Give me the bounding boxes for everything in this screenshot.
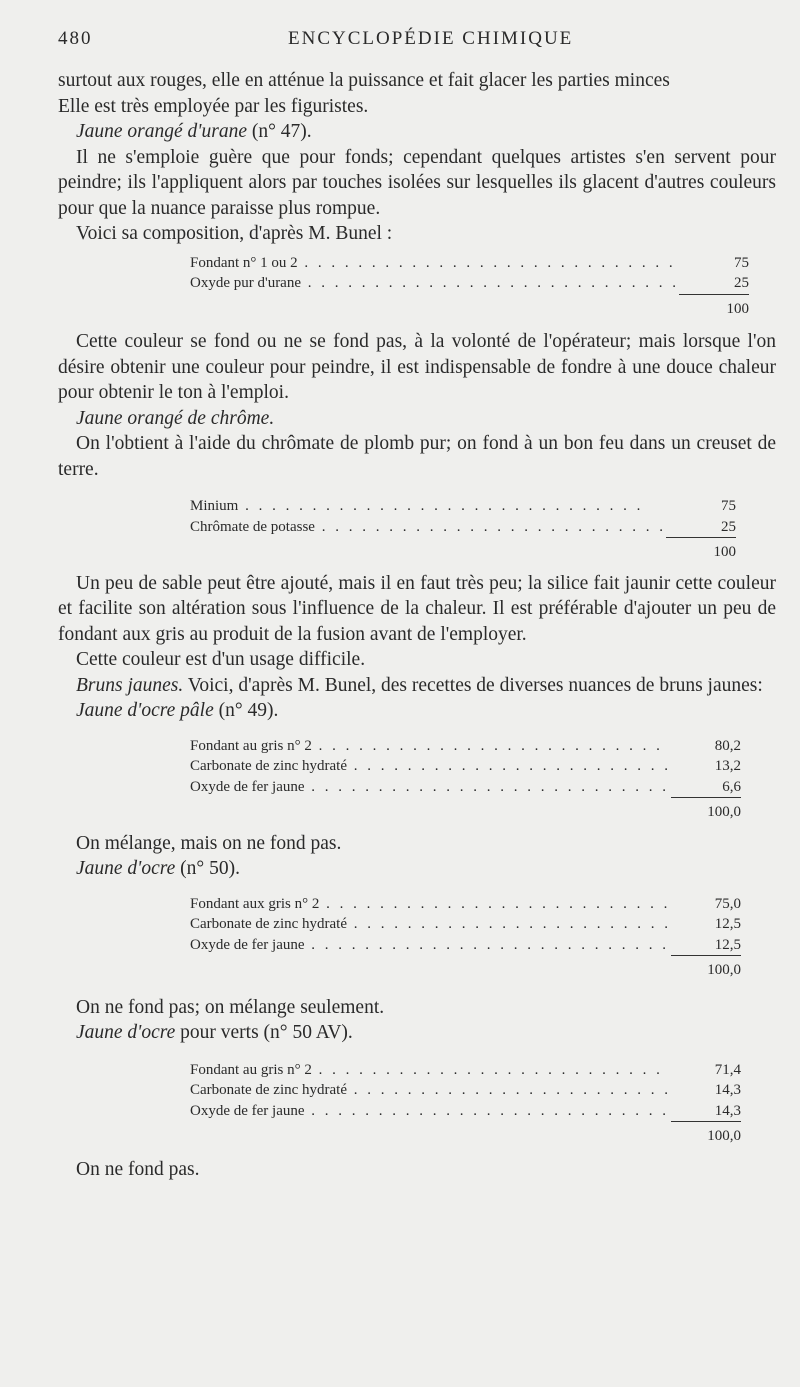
recipe-row: Oxyde pur d'urane . . . . . . . . . . . . . . . . . . . . . . . . . . . . 25 xyxy=(190,275,749,292)
paragraph: Bruns jaunes. Voici, d'après M. Bunel, des recettes de diverses nuances de bruns jaunes: xyxy=(76,674,763,696)
recipe-table xyxy=(190,894,741,981)
recipe-row: Minium . . . . . . . . . . . . . . . . . . . . . . . . . . . . . . 75 xyxy=(190,498,736,514)
section-heading: Bruns jaunes. xyxy=(76,674,184,696)
paragraph: Voici sa composition, d'après M. Bunel : xyxy=(76,223,393,244)
paragraph: On ne fond pas. xyxy=(76,1158,200,1180)
recipe-row: Fondant au gris n° 2 . . . . . . . . . . . . . . . . . . . . . . . . . . 80,2 xyxy=(190,737,742,754)
recipe-table xyxy=(190,1060,741,1147)
section-heading: Jaune d'ocre pour verts (n° 50 AV). xyxy=(76,1022,353,1043)
section-heading: Jaune d'ocre pâle (n° 49). xyxy=(76,700,279,721)
paragraph: surtout aux rouges, elle en atténue la puissance et fait glacer les parties minces xyxy=(58,70,670,91)
recipe-total: 100 xyxy=(190,294,749,319)
recipe-row: Carbonate de zinc hydraté . . . . . . . . . . . . . . . . . . . . . . . . 13,2 xyxy=(190,758,742,774)
running-title: ENCYCLOPÉDIE CHIMIQUE xyxy=(288,28,574,49)
recipe-row: Oxyde de fer jaune . . . . . . . . . . . . . . . . . . . . . . . . . . . 12,5 xyxy=(190,936,742,953)
paragraph: On ne fond pas; on mélange seulement. xyxy=(76,996,385,1018)
recipe-row: Fondant n° 1 ou 2 . . . . . . . . . . . . . . . . . . . . . . . . . . . . 75 xyxy=(190,254,749,271)
recipe-row: Fondant au gris n° 2 . . . . . . . . . . . . . . . . . . . . . . . . . . 71,4 xyxy=(190,1061,742,1078)
paragraph: Cette couleur est d'un usage difficile. xyxy=(76,649,366,670)
recipe-total: 100,0 xyxy=(190,1122,741,1147)
recipe-total: 100,0 xyxy=(190,956,741,981)
recipe-table xyxy=(190,253,749,320)
paragraph: Elle est très employée par les figuristes. xyxy=(58,95,369,117)
paragraph: Cette couleur se fond ou ne se fond pas, à la volonté de l'opérateur; mais lorsque l'on désire obtenir une couleur pour peindre, il est indispensable de fondre à une douce chaleur pour obtenir le ton à l'emploi. xyxy=(58,331,776,403)
body-text xyxy=(58,68,776,1182)
recipe-row: Carbonate de zinc hydraté . . . . . . . . . . . . . . . . . . . . . . . . 12,5 xyxy=(190,916,742,932)
section-heading: Jaune orangé de chrôme. xyxy=(76,407,275,429)
recipe-row: Oxyde de fer jaune . . . . . . . . . . . . . . . . . . . . . . . . . . . 6,6 xyxy=(190,778,742,795)
recipe-table xyxy=(190,496,736,563)
recipe-row: Oxyde de fer jaune . . . . . . . . . . . . . . . . . . . . . . . . . . . 14,3 xyxy=(190,1102,742,1119)
paragraph: Il ne s'emploie guère que pour fonds; cependant quelques artistes s'en servent pour peindre; ils l'appliquent alors par touches isolées sur lesquelles ils glacent d'autres couleurs pour que la nuance paraisse plus rompue. xyxy=(58,146,776,219)
section-heading: Jaune orangé d'urane (n° 47). xyxy=(76,121,312,142)
recipe-row: Fondant aux gris n° 2 . . . . . . . . . . . . . . . . . . . . . . . . . . 75,0 xyxy=(190,895,742,912)
page-number: 480 xyxy=(58,28,93,49)
recipe-total: 100 xyxy=(190,538,736,563)
recipe-total: 100,0 xyxy=(190,798,741,823)
section-heading: Jaune d'ocre (n° 50). xyxy=(76,858,240,879)
paragraph: On mélange, mais on ne fond pas. xyxy=(76,832,342,854)
paragraph: On l'obtient à l'aide du chrômate de plomb pur; on fond à un bon feu dans un creuset de terre. xyxy=(58,433,776,480)
recipe-row: Chrômate de potasse . . . . . . . . . . . . . . . . . . . . . . . . . . 25 xyxy=(190,518,736,535)
recipe-row: Carbonate de zinc hydraté . . . . . . . . . . . . . . . . . . . . . . . . 14,3 xyxy=(190,1082,742,1098)
running-header xyxy=(58,28,770,54)
paragraph: Un peu de sable peut être ajouté, mais il en faut très peu; la silice fait jaunir cette couleur et facilite son altération sous l'influence de la chaleur. Il est préférable d'ajouter un peu de fondant aux gris au produit de la fusion avant de l'employer. xyxy=(58,572,776,645)
recipe-table xyxy=(190,736,741,823)
